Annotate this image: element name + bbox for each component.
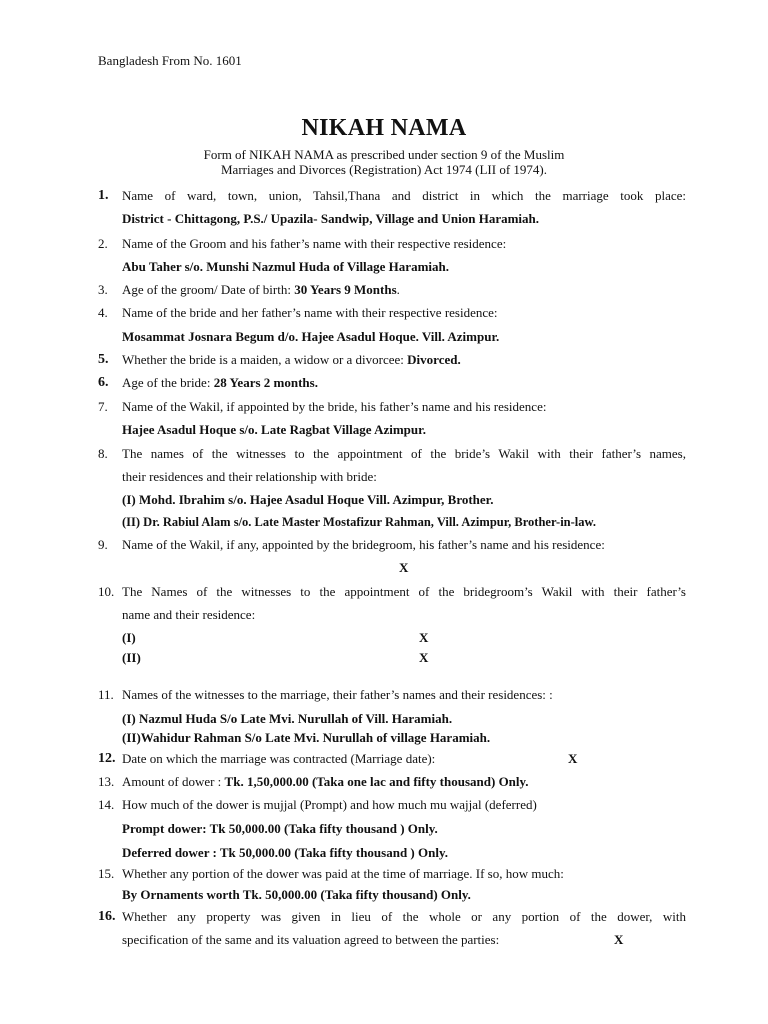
item-2-answer: Abu Taher s/o. Munshi Nazmul Huda of Village Haramiah. [122,259,449,274]
item-1-number: 1. [98,188,109,203]
item-12-question: Date on which the marriage was contracted (Marriage date): [122,751,436,766]
item-12-answer: X [568,751,578,766]
item-14-deferred-dower: Deferred dower : Tk 50,000.00 (Taka fifty thousand ) Only. [122,845,448,860]
item-11-question: Names of the witnesses to the marriage, their father’s names and their residences: : [122,687,553,702]
item-7-question: Name of the Wakil, if appointed by the bride, his father’s name and his residence: [122,399,547,414]
item-11-witness-2: (II)Wahidur Rahman S/o Late Mvi. Nurullah of village Haramiah. [122,730,491,745]
item-8-question-line1: The names of the witnesses to the appointment of the bride’s Wakil with their father’s names, [122,446,686,461]
item-15-question: Whether any portion of the dower was paid at the time of marriage. If so, how much: [122,866,564,881]
item-5-question: Whether the bride is a maiden, a widow or a divorcee: [122,352,404,367]
item-10-question-line1: The Names of the witnesses to the appointment of the bridegroom’s Wakil with their father’s [122,584,686,599]
item-3-number: 3. [98,282,108,297]
item-1-answer: District - Chittagong, P.S./ Upazila- Sandwip, Village and Union Haramiah. [122,211,540,226]
item-2-question: Name of the Groom and his father’s name with their respective residence: [122,236,507,251]
item-13-answer: Tk. 1,50,000.00 (Taka one lac and fifty thousand) Only. [224,774,529,789]
item-9-question: Name of the Wakil, if any, appointed by the bridegroom, his father’s name and his residence: [122,537,605,552]
item-4-question: Name of the bride and her father’s name with their respective residence: [122,305,498,320]
item-10-row-2-label: (II) [122,650,141,665]
item-16-number: 16. [98,909,116,924]
item-8-number: 8. [98,446,108,461]
item-3-answer: 30 Years 9 Months [294,282,397,297]
item-15-answer: By Ornaments worth Tk. 50,000.00 (Taka fifty thousand) Only. [122,887,471,902]
document-title: NIKAH NAMA [301,115,467,141]
item-5-number: 5. [98,352,109,367]
item-10-row-2-value: X [419,650,429,665]
item-7-answer: Hajee Asadul Hoque s/o. Late Ragbat Village Azimpur. [122,422,426,437]
item-14-question: How much of the dower is mujjal (Prompt) and how much mu wajjal (deferred) [122,797,537,812]
item-6-number: 6. [98,375,109,390]
item-8-witness-1: (I) Mohd. Ibrahim s/o. Hajee Asadul Hoque Vill. Azimpur, Brother. [122,492,494,507]
item-11-witness-1: (I) Nazmul Huda S/o Late Mvi. Nurullah of Vill. Haramiah. [122,711,453,726]
form-number: Bangladesh From No. 1601 [98,53,242,68]
item-14-prompt-dower: Prompt dower: Tk 50,000.00 (Taka fifty thousand ) Only. [122,821,438,836]
item-3-question: Age of the groom/ Date of birth: [122,282,291,297]
item-8-witness-2: (II) Dr. Rabiul Alam s/o. Late Master Mostafizur Rahman, Vill. Azimpur, Brother-in-law. [122,515,596,529]
item-16-question-line2: specification of the same and its valuation agreed to between the parties: [122,932,500,947]
item-5-line [122,352,461,368]
item-6-answer: 28 Years 2 months. [213,375,318,390]
item-2-number: 2. [98,236,108,251]
item-13-line [122,774,529,790]
item-4-number: 4. [98,305,108,320]
item-9-answer: X [399,560,409,575]
item-10-question-line2: name and their residence: [122,607,256,622]
document-subtitle-line1: Form of NIKAH NAMA as prescribed under section 9 of the Muslim [203,147,565,162]
item-4-answer: Mosammat Josnara Begum d/o. Hajee Asadul Hoque. Vill. Azimpur. [122,329,500,344]
item-16-answer: X [614,932,624,947]
item-12-number: 12. [98,751,116,766]
item-6-line [122,375,318,391]
item-13-question: Amount of dower : [122,774,222,789]
item-6-question: Age of the bride: [122,375,211,390]
item-10-row-1-label: (I) [122,630,136,645]
item-13-number: 13. [98,774,115,789]
item-14-number: 14. [98,797,115,812]
item-3-end: . [396,282,400,297]
item-11-number: 11. [98,687,114,702]
item-7-number: 7. [98,399,108,414]
item-8-question-line2: their residences and their relationship with bride: [122,469,377,484]
document-subtitle-line2: Marriages and Divorces (Registration) Act 1974 (LII of 1974). [221,162,547,177]
item-9-number: 9. [98,537,108,552]
item-10-number: 10. [98,584,115,599]
item-1-question: Name of ward, town, union, Tahsil,Thana and district in which the marriage took place: [122,188,686,203]
item-3-line [122,282,400,298]
item-5-answer: Divorced. [407,352,461,367]
item-15-number: 15. [98,866,115,881]
item-16-question-line1: Whether any property was given in lieu of the whole or any portion of the dower, with [122,909,686,924]
item-10-row-1-value: X [419,630,429,645]
